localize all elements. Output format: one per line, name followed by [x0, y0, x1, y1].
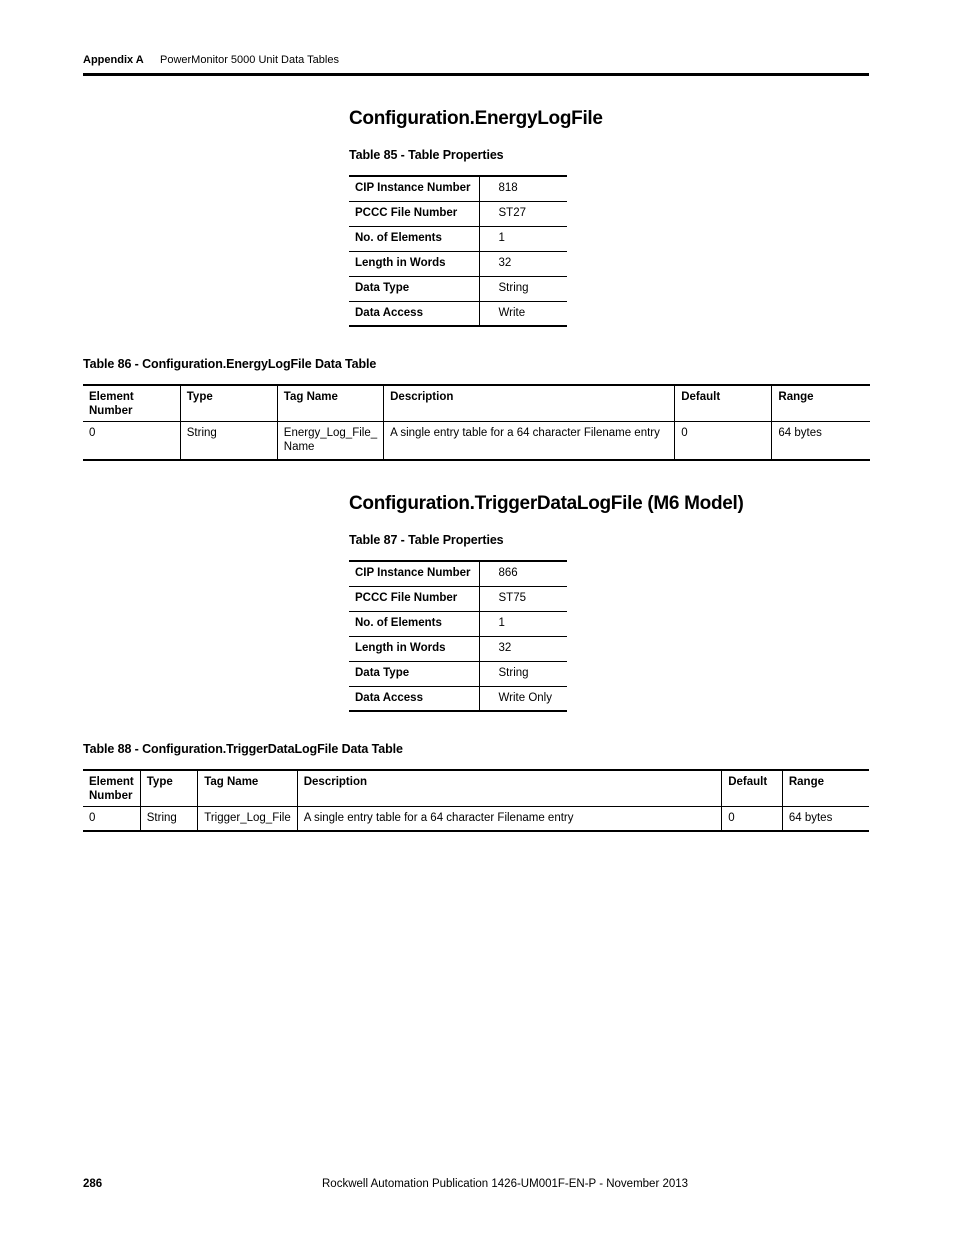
table-cell: String [180, 422, 277, 460]
column-header: Type [180, 385, 277, 422]
property-key: No. of Elements [349, 611, 479, 636]
table-87-properties [349, 560, 567, 712]
table-row [349, 226, 567, 251]
table-cell: 64 bytes [778, 427, 822, 439]
table-row [349, 636, 567, 661]
column-header: Default [722, 770, 783, 807]
property-value: 1 [479, 611, 567, 636]
table-cell: Energy_Log_File_ Name [277, 422, 383, 460]
section-heading-triggerdatalogfile: Configuration.TriggerDataLogFile (M6 Model) [349, 493, 744, 514]
column-header: Description [297, 770, 721, 807]
property-value: 32 [479, 636, 567, 661]
property-value: Write Only [498, 691, 552, 704]
table-header-row [83, 385, 870, 422]
property-key: Data Access [349, 686, 479, 711]
publication-info: Rockwell Automation Publication 1426-UM001F-EN-P - November 2013 [322, 1178, 689, 1190]
property-key: Length in Words [349, 636, 479, 661]
property-key: Data Type [349, 276, 479, 301]
table-row [349, 176, 567, 201]
column-header: Element Number [83, 385, 180, 422]
table-88-data [83, 769, 869, 832]
column-header: Tag Name [277, 385, 383, 422]
property-key: No. of Elements [349, 226, 479, 251]
property-key: PCCC File Number [349, 201, 479, 226]
column-header: Default [675, 385, 772, 422]
table-row [349, 251, 567, 276]
table-cell: 0 [83, 807, 140, 831]
table-cell: A single entry table for a 64 character Filename entry [384, 422, 675, 460]
table-87-caption: Table 87 - Table Properties [349, 533, 504, 547]
page-number: 286 [83, 1178, 103, 1190]
table-cell: String [140, 807, 197, 831]
property-value: 1 [479, 226, 567, 251]
header-title: PowerMonitor 5000 Unit Data Tables [160, 54, 339, 66]
table-row [349, 586, 567, 611]
table-header-row [83, 770, 869, 807]
appendix-label: Appendix A [83, 54, 144, 66]
table-85-properties [349, 175, 567, 327]
table-row [349, 301, 567, 326]
table-cell: 64 bytes [788, 812, 833, 824]
column-header: Element Number [83, 770, 140, 807]
table-85-caption: Table 85 - Table Properties [349, 148, 504, 162]
table-86-data [83, 384, 870, 461]
table-row [349, 276, 567, 301]
property-value: ST75 [479, 586, 567, 611]
table-row [349, 686, 567, 711]
running-header [83, 52, 869, 76]
table-88-caption: Table 88 - Configuration.TriggerDataLogFile Data Table [83, 742, 403, 756]
table-row [349, 201, 567, 226]
property-value: 32 [479, 251, 567, 276]
column-header: Range [772, 385, 870, 422]
property-value: String [479, 661, 567, 686]
table-cell: Trigger_Log_File [198, 807, 298, 831]
section-heading-energylogfile: Configuration.EnergyLogFile [349, 108, 603, 129]
property-key: CIP Instance Number [349, 561, 479, 586]
table-row [83, 422, 870, 460]
property-key: Data Access [349, 301, 479, 326]
column-header: Description [384, 385, 675, 422]
property-key: Length in Words [349, 251, 479, 276]
table-row [349, 661, 567, 686]
table-cell: 0 [722, 807, 783, 831]
property-value: 818 [479, 176, 567, 201]
table-86-caption: Table 86 - Configuration.EnergyLogFile Data Table [83, 357, 377, 371]
column-header: Range [782, 770, 869, 807]
table-row [349, 611, 567, 636]
property-value: Write [498, 306, 526, 319]
property-key: Data Type [349, 661, 479, 686]
property-value: String [479, 276, 567, 301]
column-header: Tag Name [198, 770, 298, 807]
column-header: Type [140, 770, 197, 807]
table-cell: 0 [83, 422, 180, 460]
property-value: ST27 [479, 201, 567, 226]
table-cell: A single entry table for a 64 character Filename entry [297, 807, 721, 831]
table-cell: 0 [675, 422, 772, 460]
property-key: CIP Instance Number [349, 176, 479, 201]
property-key: PCCC File Number [349, 586, 479, 611]
property-value: 866 [479, 561, 567, 586]
table-row [83, 807, 869, 831]
table-row [349, 561, 567, 586]
